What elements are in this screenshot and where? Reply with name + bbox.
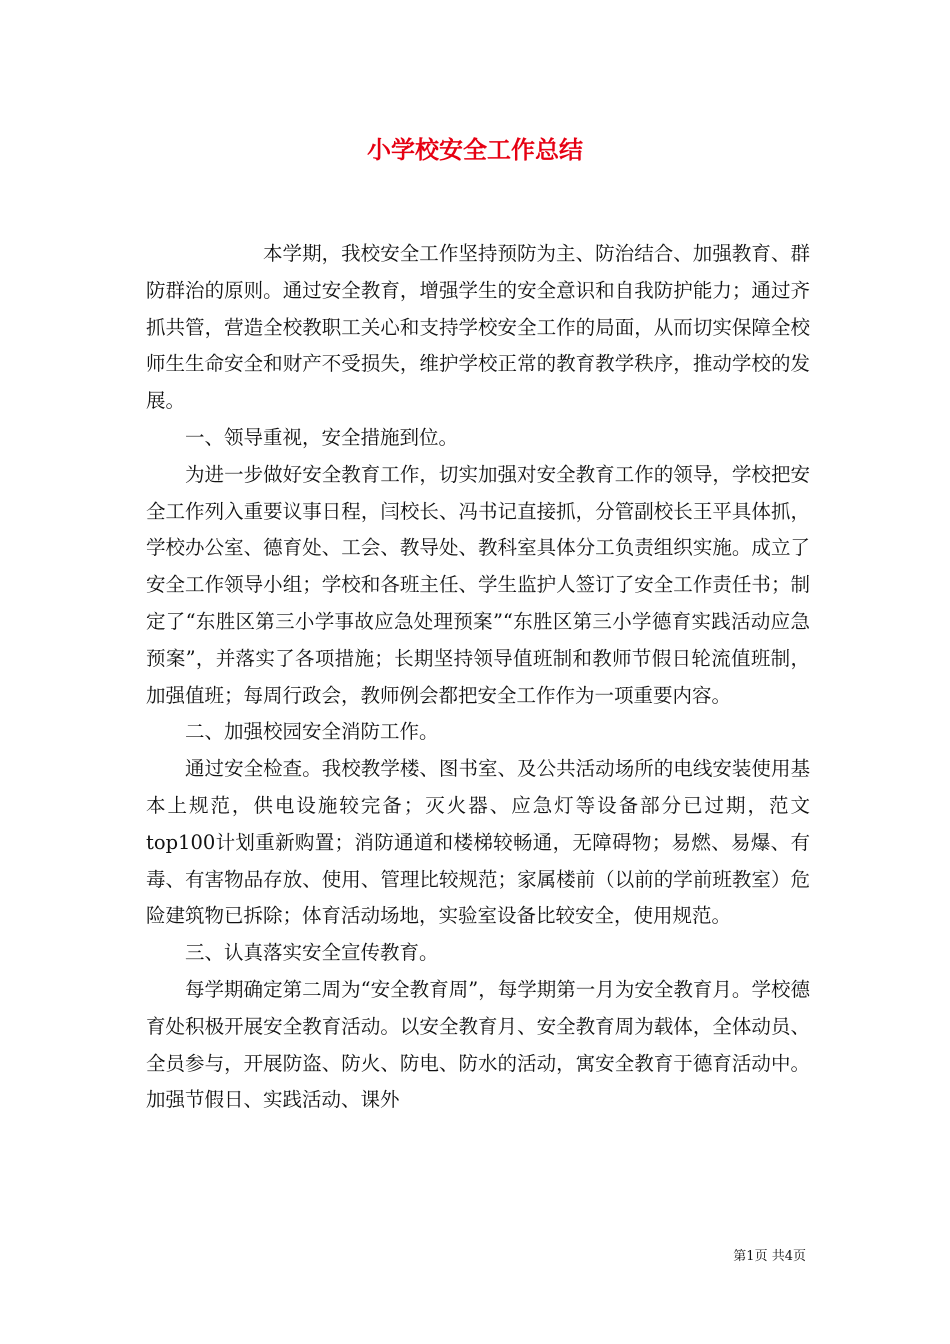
document-body — [146, 236, 810, 1119]
footer-suffix: 页 — [792, 1249, 806, 1264]
footer-middle: 页 共 — [754, 1249, 785, 1264]
page-number-footer — [733, 1248, 806, 1266]
footer-prefix: 第 — [733, 1249, 747, 1264]
paragraph-intro: 本学期，我校安全工作坚持预防为主、防治结合、加强教育、群防群治的原则。通过安全教育，增强学生的安全意识和自我防护能力；通过齐抓共管，营造全校教职工关心和支持学校安全工作的局面，从而切实保障全校师生生命安全和财产不受损失，维护学校正常的教育教学秩序，推动学校的发展。 — [146, 242, 810, 413]
section-heading-3: 三、认真落实安全宣传教育。 — [185, 941, 439, 965]
section-heading-2: 二、加强校园安全消防工作。 — [185, 720, 439, 744]
section-heading-1: 一、领导重视，安全措施到位。 — [185, 425, 459, 449]
footer-current-page: 1 — [746, 1249, 755, 1264]
paragraph-education: 每学期确定第二周为“安全教育周”，每学期第一月为安全教育月。学校德育处积极开展安全教育活动。以安全教育月、安全教育周为载体，全体动员、全员参与，开展防盗、防火、防电、防水的活动，寓安全教育于德育活动中。加强节假日、实践活动、课外 — [146, 977, 810, 1112]
paragraph-fire-safety: 通过安全检查。我校教学楼、图书室、及公共活动场所的电线安装使用基本上规范，供电设施较完备；灭火器、应急灯等设备部分已过期，范文top100计划重新购置；消防通道和楼梯较畅通，无障碍物；易燃、易爆、有毒、有害物品存放、使用、管理比较规范；家属楼前（以前的学前班教室）危险建筑物已拆除；体育活动场地，实验室设备比较安全，使用规范。 — [146, 757, 810, 928]
paragraph-leadership: 为进一步做好安全教育工作，切实加强对安全教育工作的领导，学校把安全工作列入重要议事日程，闫校长、冯书记直接抓，分管副校长王平具体抓，学校办公室、德育处、工会、教导处、教科室具体分工负责组织实施。成立了安全工作领导小组；学校和各班主任、学生监护人签订了安全工作责任书；制定了“东胜区第三小学事故应急处理预案”“东胜区第三小学德育实践活动应急预案”，并落实了各项措施；长期坚持领导值班制和教师节假日轮流值班制，加强值班；每周行政会，教师例会都把安全工作作为一项重要内容。 — [146, 462, 810, 707]
document-title: 小学校安全工作总结 — [367, 135, 583, 164]
footer-total-pages: 4 — [784, 1249, 793, 1264]
